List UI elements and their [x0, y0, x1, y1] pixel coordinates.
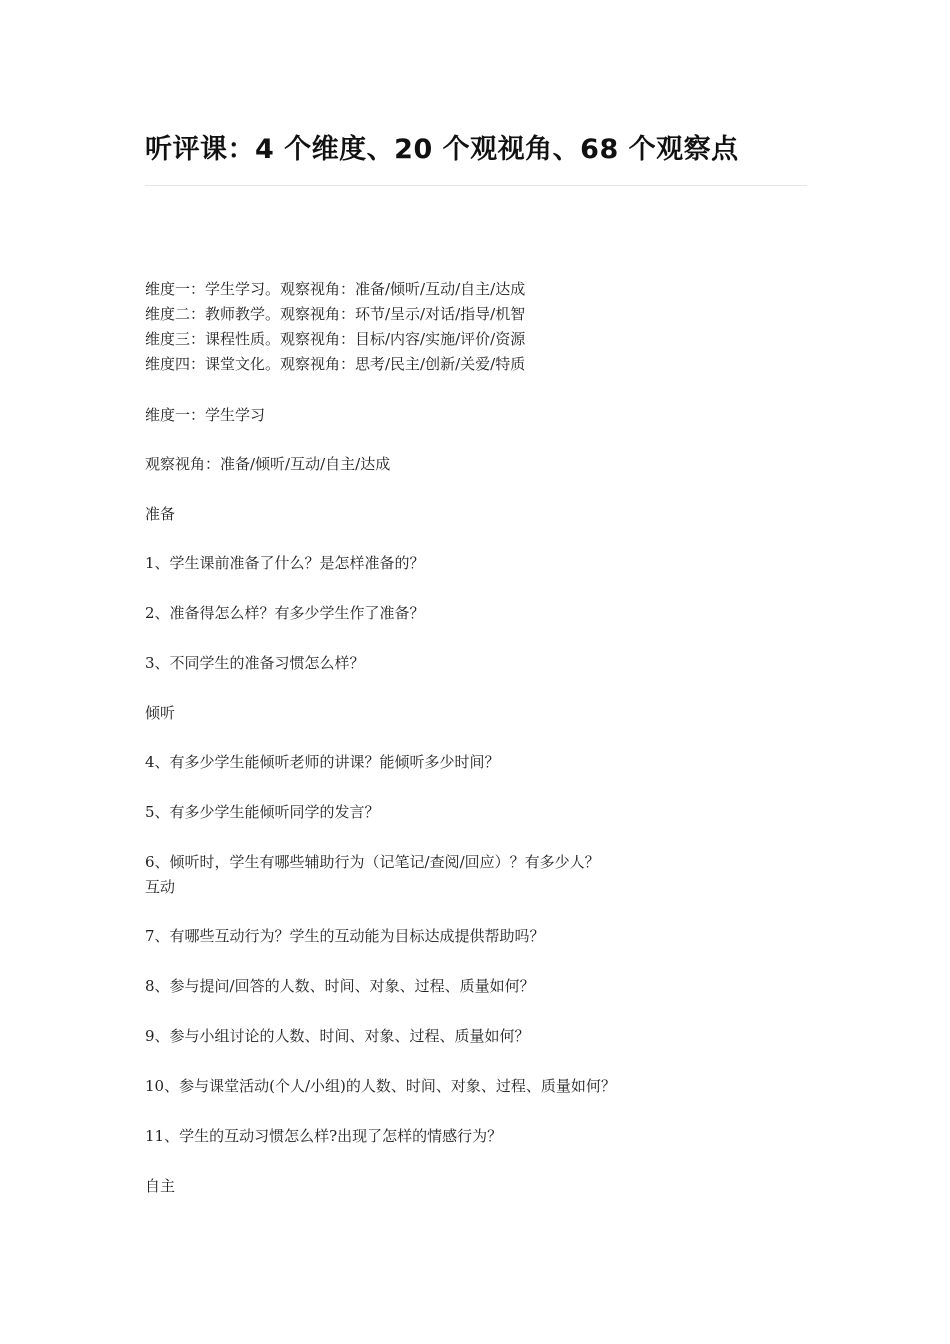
perspective-line: 观察视角：准备/倾听/互动/自主/达成: [145, 455, 391, 473]
summary-line-3: 维度三：课程性质。观察视角：目标/内容/实施/评价/资源: [145, 330, 526, 348]
list-item: 5、有多少学生能倾听同学的发言？: [145, 803, 380, 821]
section-heading-interact: 互动: [145, 878, 176, 896]
list-item: 2、准备得怎么样？有多少学生作了准备？: [145, 604, 425, 622]
list-item: 3、不同学生的准备习惯怎么样？: [145, 654, 365, 672]
list-item: 4、有多少学生能倾听老师的讲课？能倾听多少时间？: [145, 753, 500, 771]
section-heading-autonomy: 自主: [145, 1177, 176, 1195]
list-item: 11、学生的互动习惯怎么样?出现了怎样的情感行为？: [145, 1127, 503, 1145]
list-item: 9、参与小组讨论的人数、时间、对象、过程、质量如何？: [145, 1027, 530, 1045]
list-item: 10、参与课堂活动(个人/小组)的人数、时间、对象、过程、质量如何？: [145, 1077, 616, 1095]
dimension-heading: 维度一：学生学习: [145, 406, 266, 424]
list-item: 6、倾听时，学生有哪些辅助行为（记笔记/查阅/回应）？有多少人？: [145, 853, 600, 871]
title-divider: [145, 185, 807, 186]
summary-line-1: 维度一：学生学习。观察视角：准备/倾听/互动/自主/达成: [145, 280, 526, 298]
list-item: 1、学生课前准备了什么？是怎样准备的？: [145, 554, 425, 572]
article-title: 听评课：4 个维度、20 个观视角、68 个观察点: [145, 134, 739, 165]
summary-line-2: 维度二：教师教学。观察视角：环节/呈示/对话/指导/机智: [145, 305, 526, 323]
summary-line-4: 维度四：课堂文化。观察视角：思考/民主/创新/关爱/特质: [145, 355, 526, 373]
list-item: 8、参与提问/回答的人数、时间、对象、过程、质量如何？: [145, 977, 535, 995]
list-item: 7、有哪些互动行为？学生的互动能为目标达成提供帮助吗？: [145, 927, 545, 945]
section-heading-listen: 倾听: [145, 704, 176, 722]
section-heading-prepare: 准备: [145, 505, 176, 523]
